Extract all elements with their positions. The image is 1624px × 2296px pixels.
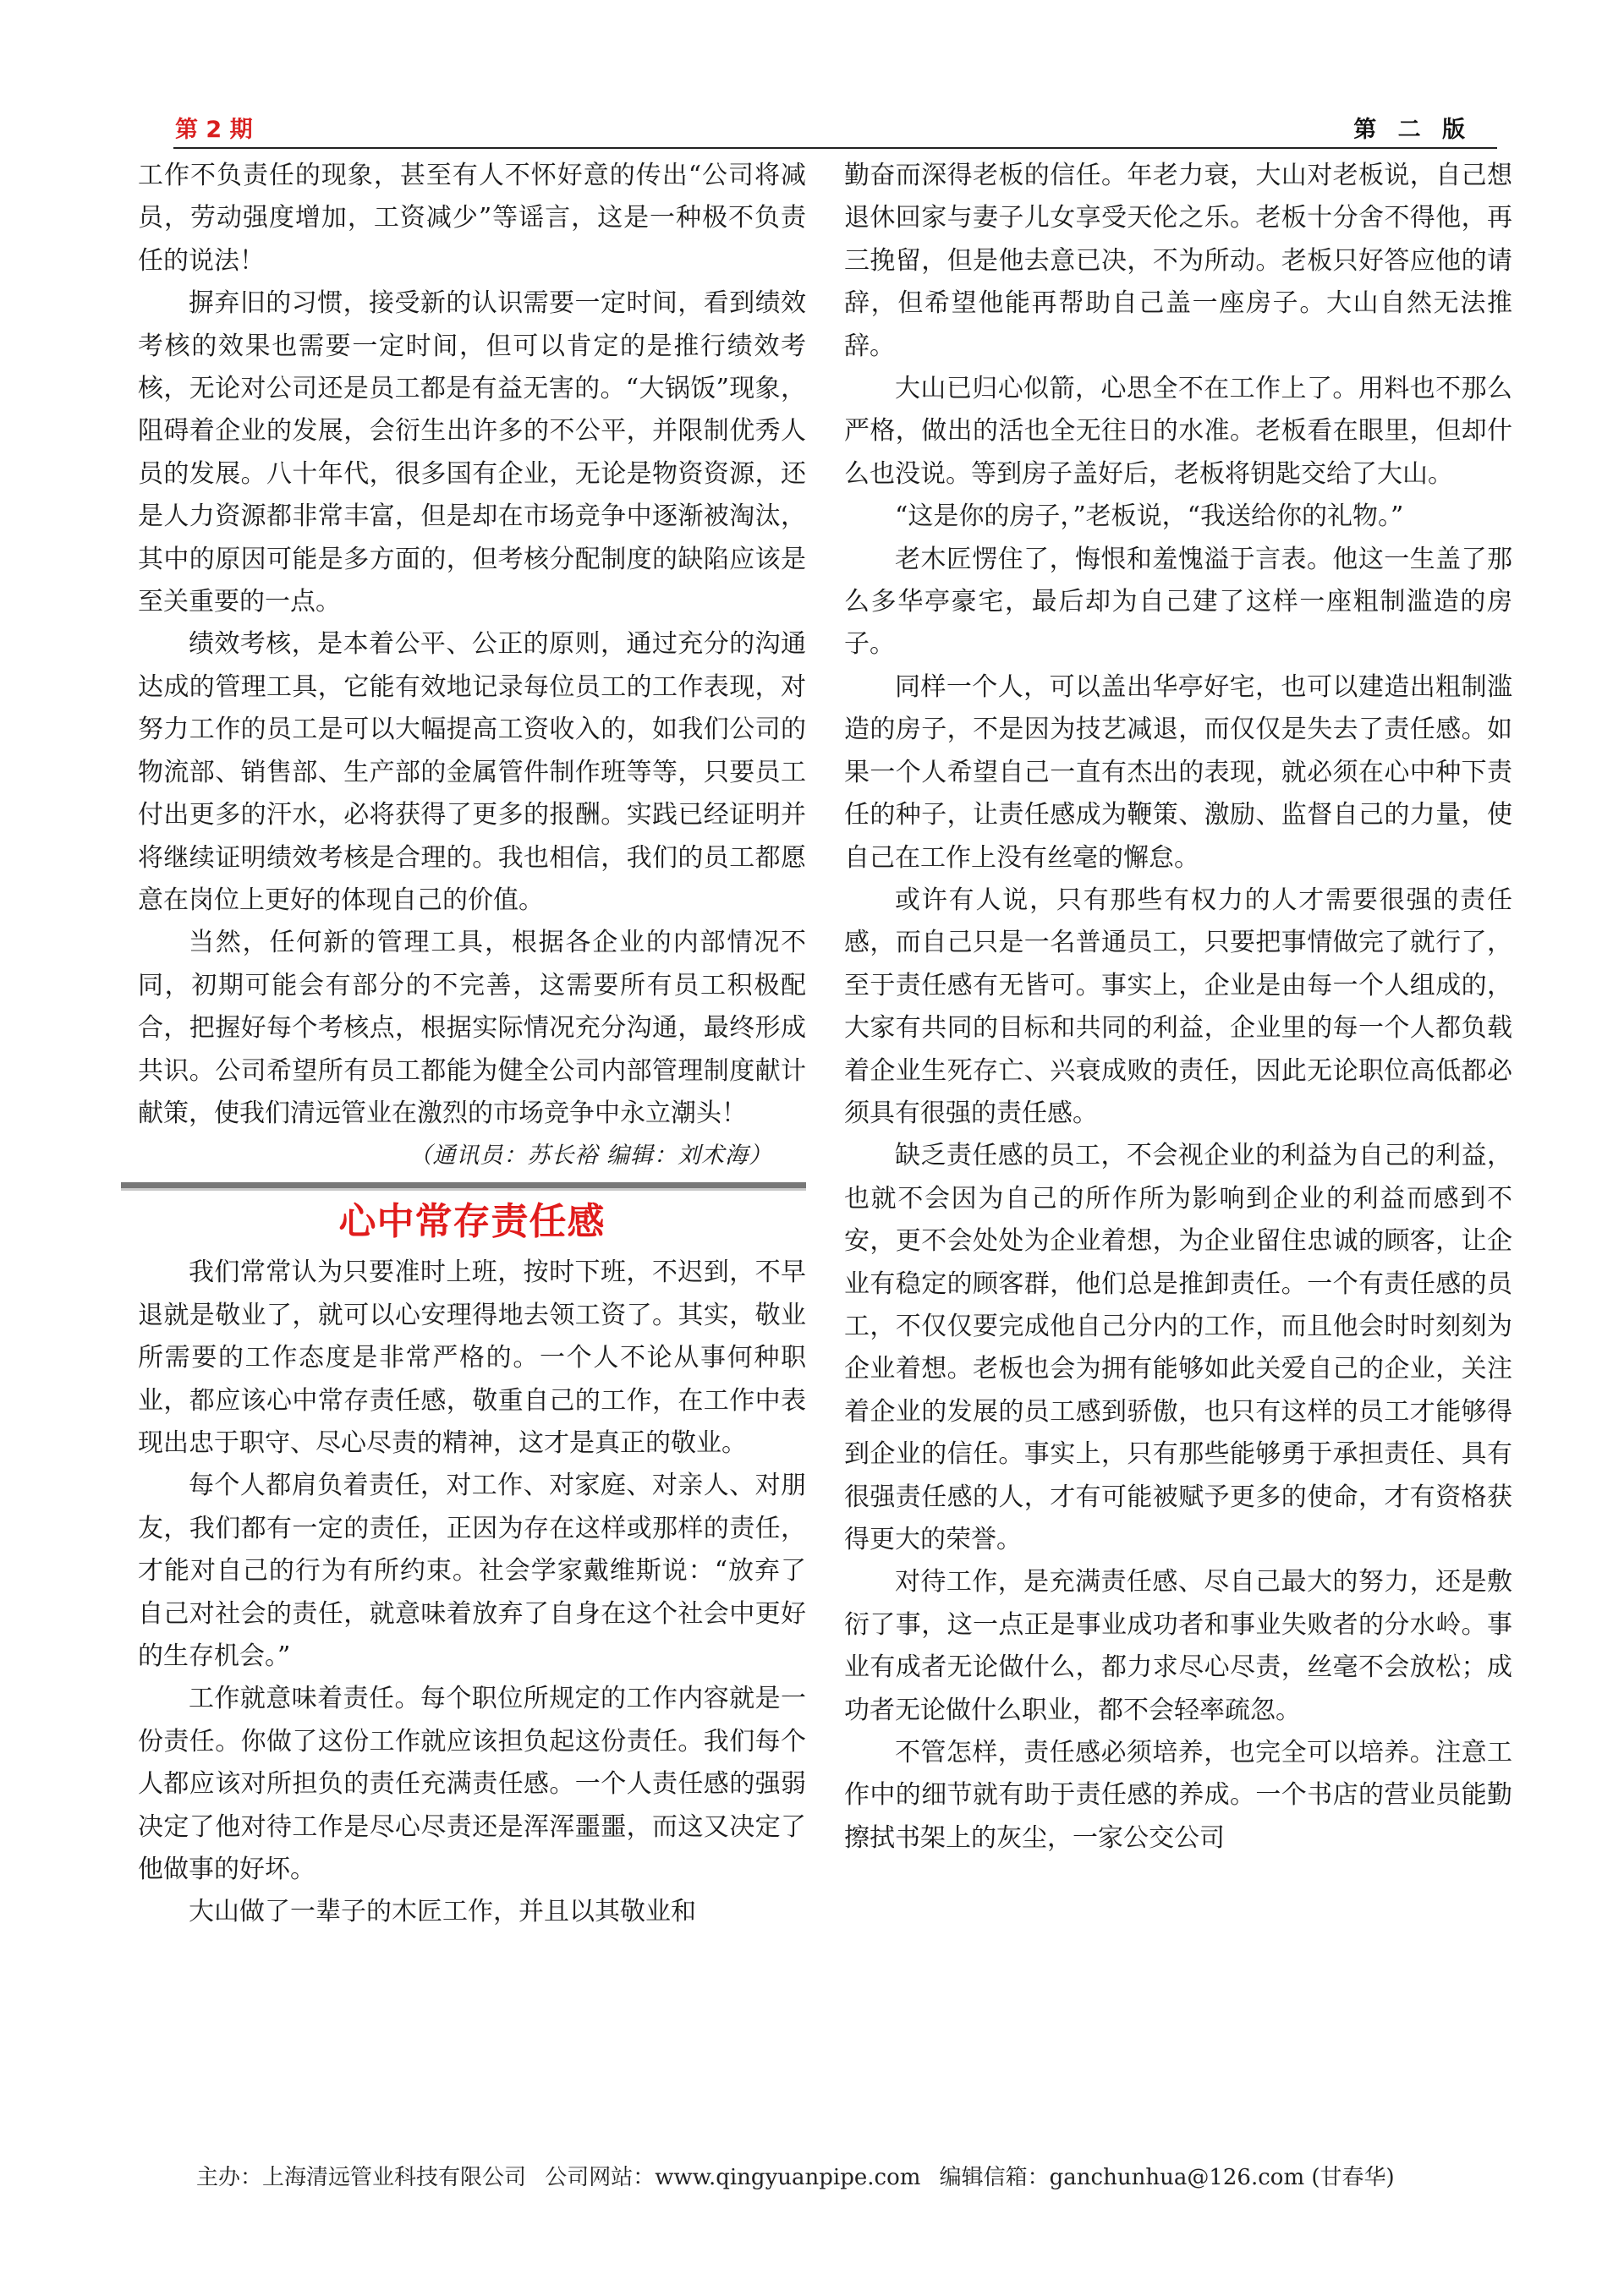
paragraph: 当然，任何新的管理工具，根据各企业的内部情况不同，初期可能会有部分的不完善，这需要所有员工积极配合，把握好每个考核点，根据实际情况充分沟通，最终形成共识。公司希望所有员工都能为健全公司内部管理制度献计献策，使我们清远管业在激烈的市场竞争中永立潮头！ [138,928,806,1128]
paragraph: 老木匠愣住了，悔恨和羞愧溢于言表。他这一生盖了那么多华亭豪宅，最后却为自己建了这样一座粗制滥造的房子。 [844,544,1512,660]
paragraph: 不管怎样，责任感必须培养，也完全可以培养。注意工作中的细节就有助于责任感的养成。一个书店的营业员能勤擦拭书架上的灰尘，一家公交公司 [844,1738,1512,1853]
issue-number: 第 2 期 [175,117,253,143]
header-rule [173,147,1497,149]
page-footer [196,2162,1465,2193]
page-header [173,115,1497,151]
paragraph: 我们常常认为只要准时上班，按时下班，不迟到，不早退就是敬业了，就可以心安理得地去领工资了。其实，敬业所需要的工作态度是非常严格的。一个人不论从事何种职业，都应该心中常存责任感，敬重自己的工作，在工作中表现出忠于职守、尽心尽责的精神，这才是真正的敬业。 [138,1258,806,1458]
footer-website: 公司网站：www.qingyuanpipe.com [545,2165,921,2190]
right-column [844,155,1512,1860]
paragraph: 绩效考核，是本着公平、公正的原则，通过充分的沟通达成的管理工具，它能有效地记录每位员工的工作表现，对努力工作的员工是可以大幅提高工资收入的，如我们公司的物流部、销售部、生产部的金属管件制作班等等，只要员工付出更多的汗水，必将获得了更多的报酬。实践已经证明并将继续证明绩效考核是合理的。我也相信，我们的员工都愿意在岗位上更好的体现自己的价值。 [138,629,806,915]
paragraph: 或许有人说，只有那些有权力的人才需要很强的责任感，而自己只是一名普通员工，只要把事情做完了就行了，至于责任感有无皆可。事实上，企业是由每一个人组成的，大家有共同的目标和共同的利益，企业里的每一个人都负载着企业生死存亡、兴衰成败的责任，因此无论职位高低都必须具有很强的责任感。 [844,885,1512,1128]
paragraph: “这是你的房子，”老板说，“我送给你的礼物。” [895,501,1404,532]
edition-label: 第 二 版 [1353,117,1472,143]
paragraph: 对待工作，是充满责任感、尽自己最大的努力，还是敷衍了事，这一点正是事业成功者和事业失败者的分水岭。事业有成者无论做什么，都力求尽心尽责，丝毫不会放松；成功者无论做什么职业，都不会轻率疏忽。 [844,1567,1512,1725]
paragraph: 工作就意味着责任。每个职位所规定的工作内容就是一份责任。你做了这份工作就应该担负起这份责任。我们每个人都应该对所担负的责任充满责任感。一个人责任感的强弱决定了他对待工作是尽心尽责还是浑浑噩噩，而这又决定了他做事的好坏。 [138,1684,806,1885]
left-column [138,155,806,1934]
paragraph: 大山做了一辈子的木匠工作，并且以其敬业和 [189,1897,696,1927]
paragraph: 摒弃旧的习惯，接受新的认识需要一定时间，看到绩效考核的效果也需要一定时间，但可以肯定的是推行绩效考核，无论对公司还是员工都是有益无害的。“大锅饭”现象，阻碍着企业的发展，会衍生出许多的不公平，并限制优秀人员的发展。八十年代，很多国有企业，无论是物资资源，还是人力资源都非常丰富，但是却在市场竞争中逐渐被淘汰，其中的原因可能是多方面的，但考核分配制度的缺陷应该是至关重要的一点。 [138,288,806,617]
section-divider [121,1182,806,1191]
paragraph: 大山已归心似箭，心思全不在工作上了。用料也不那么严格，做出的活也全无往日的水准。老板看在眼里，但却什么也没说。等到房子盖好后，老板将钥匙交给了大山。 [844,374,1512,489]
byline: （通讯员：苏长裕 编辑：刘术海） [409,1143,772,1170]
paragraph: 工作不负责任的现象，甚至有人不怀好意的传出“公司将减员，劳动强度增加，工资减少”等谣言，这是一种极不负责任的说法！ [138,161,806,276]
paragraph: 每个人都肩负着责任，对工作、对家庭、对亲人、对朋友，我们都有一定的责任，正因为存在这样或那样的责任，才能对自己的行为有所约束。社会学家戴维斯说：“放弃了自己对社会的责任，就意味着放弃了自身在这个社会中更好的生存机会。” [138,1471,806,1671]
article-title: 心中常存责任感 [338,1200,606,1244]
paragraph: 同样一个人，可以盖出华亭好宅，也可以建造出粗制滥造的房子，不是因为技艺减退，而仅仅是失去了责任感。如果一个人希望自己一直有杰出的表现，就必须在心中种下责任的种子，让责任感成为鞭策、激励、监督自己的力量，使自己在工作上没有丝毫的懈怠。 [844,671,1512,873]
paragraph: 勤奋而深得老板的信任。年老力衰，大山对老板说，自己想退休回家与妻子儿女享受天伦之乐。老板十分舍不得他，再三挽留，但是他去意已决，不为所动。老板只好答应他的请辞，但希望他能再帮助自己盖一座房子。大山自然无法推辞。 [844,161,1512,361]
paragraph: 缺乏责任感的员工，不会视企业的利益为自己的利益，也就不会因为自己的所作所为影响到企业的利益而感到不安，更不会处处为企业着想，为企业留住忠诚的顾客，让企业有稳定的顾客群，他们总是推卸责任。一个有责任感的员工，不仅仅要完成他自己分内的工作，而且他会时时刻刻为企业着想。老板也会为拥有能够如此关爱自己的企业，关注着企业的发展的员工感到骄傲，也只有这样的员工才能够得到企业的信任。事实上，只有那些能够勇于承担责任、具有很强责任感的人，才有可能被赋予更多的使命，才有资格获得更大的荣誉。 [844,1141,1512,1554]
footer-email: 编辑信箱：ganchunhua@126.com (甘春华) [939,2165,1395,2190]
footer-sponsor: 主办：上海清远管业科技有限公司 [196,2165,527,2190]
